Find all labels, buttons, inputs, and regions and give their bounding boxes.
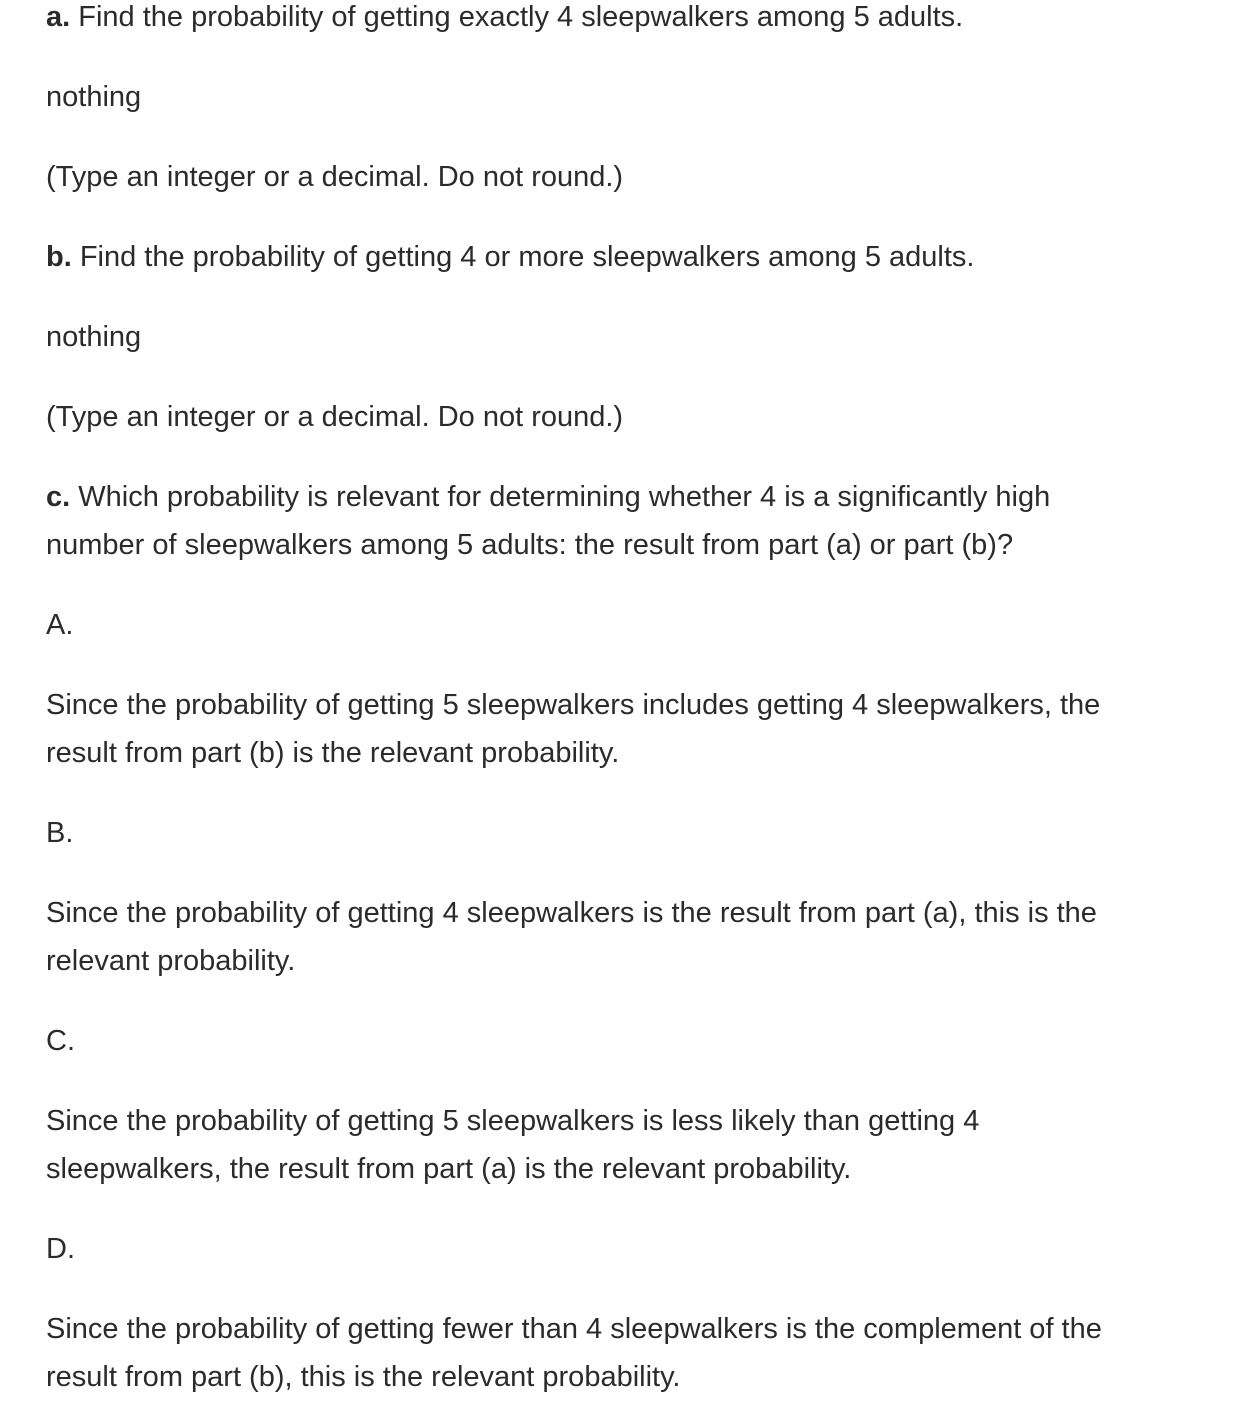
part-a-question-text: Find the probability of getting exactly 4 sleepwalkers among 5 adults.: [70, 1, 964, 33]
option-a-text-line1[interactable]: Since the probability of getting 5 sleepwalkers includes getting 4 sleepwalkers, the: [46, 689, 1101, 721]
option-b-text-line2[interactable]: relevant probability.: [46, 945, 296, 977]
part-a-answer-field[interactable]: nothing: [46, 81, 142, 113]
part-c-question: [46, 473, 1050, 521]
option-d-text-line2[interactable]: result from part (b), this is the relevant probability.: [46, 1361, 681, 1393]
option-d-letter[interactable]: D.: [46, 1233, 75, 1265]
option-d-text-line1[interactable]: Since the probability of getting fewer than 4 sleepwalkers is the complement of the: [46, 1313, 1102, 1345]
part-c-question-text-line1: Which probability is relevant for determining whether 4 is a significantly high: [70, 481, 1051, 513]
option-b-letter[interactable]: B.: [46, 817, 74, 849]
option-a-letter[interactable]: A.: [46, 609, 74, 641]
part-b-answer-field[interactable]: nothing: [46, 321, 142, 353]
option-b-text-line1[interactable]: Since the probability of getting 4 sleepwalkers is the result from part (a), this is the: [46, 897, 1097, 929]
part-b-question-text: Find the probability of getting 4 or more sleepwalkers among 5 adults.: [71, 241, 975, 273]
part-a-question: [46, 0, 963, 41]
part-b-hint: (Type an integer or a decimal. Do not round.): [46, 401, 624, 433]
part-a-hint: (Type an integer or a decimal. Do not round.): [46, 161, 624, 193]
option-c-letter[interactable]: C.: [46, 1025, 75, 1057]
option-c-text-line2[interactable]: sleepwalkers, the result from part (a) is the relevant probability.: [46, 1153, 852, 1185]
option-a-text-line2[interactable]: result from part (b) is the relevant probability.: [46, 737, 620, 769]
option-c-text-line1[interactable]: Since the probability of getting 5 sleepwalkers is less likely than getting 4: [46, 1105, 980, 1137]
part-b-question: [46, 233, 975, 281]
part-a-label: a.: [46, 1, 71, 33]
part-c-question-text-line2: number of sleepwalkers among 5 adults: the result from part (a) or part (b)?: [46, 529, 1014, 561]
part-b-label: b.: [46, 241, 72, 273]
part-c-label: c.: [46, 481, 71, 513]
